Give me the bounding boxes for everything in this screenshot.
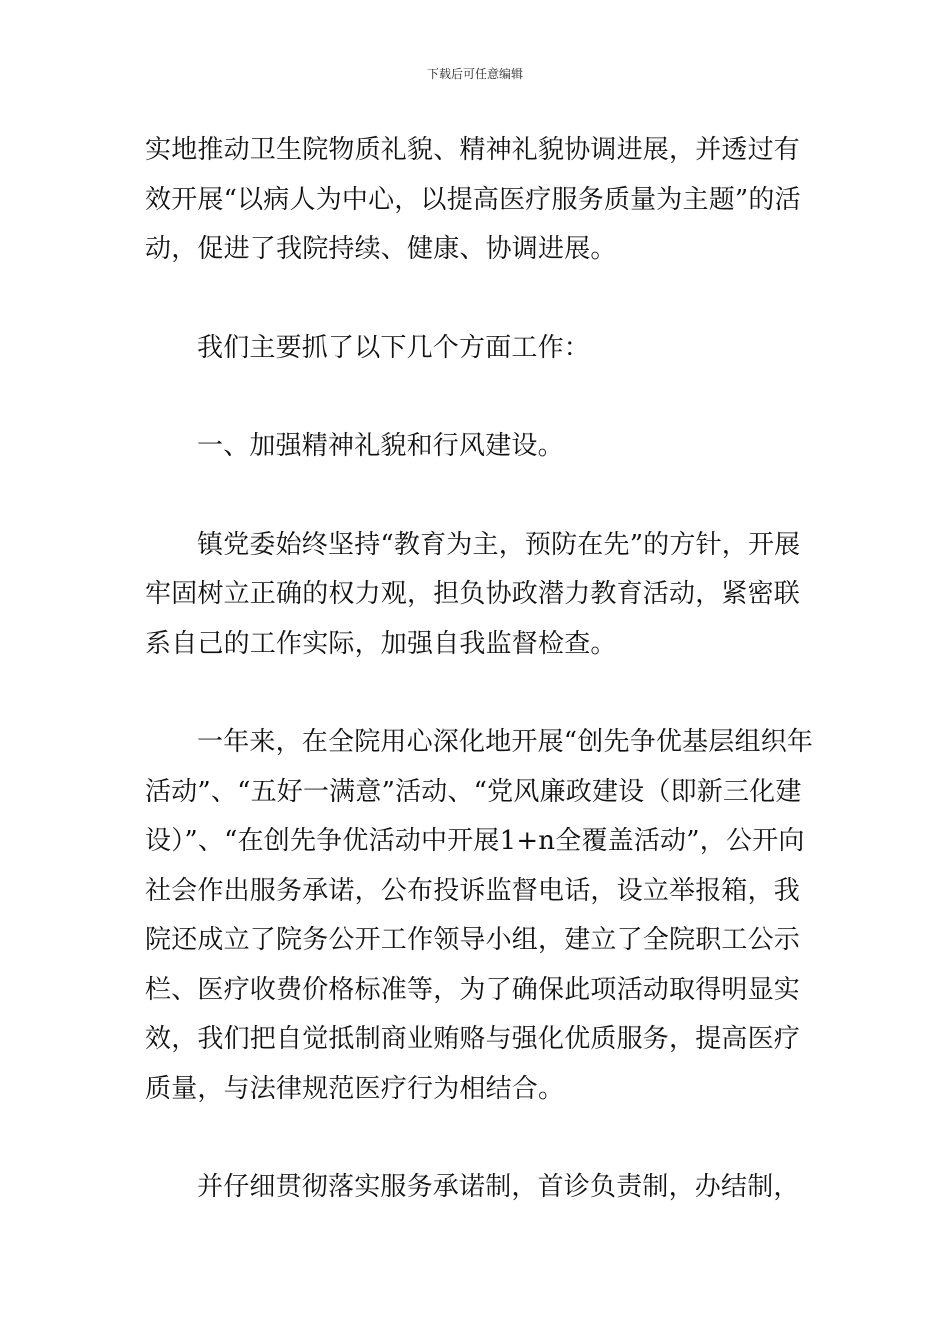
paragraph: 并仔细贯彻落实服务承诺制，首诊负责制，办结制， (197, 1172, 800, 1202)
paragraph: 镇党委始终坚持“教育为主，预防在先”的方针，开展牢固树立正确的权力观，担负协政潜力教育活动，紧密联系自己的工作实际，加强自我监督检查。 (145, 529, 801, 659)
section-heading: 一、加强精神礼貌和行风建设。 (197, 431, 564, 461)
paragraph: 实地推动卫生院物质礼貌、精神礼貌协调进展，并透过有效开展“以病人为中心，以提高医疗服务质量为主题”的活动，促进了我院持续、健康、协调进展。 (145, 135, 801, 264)
page-header: 下载后可任意编辑 (426, 67, 523, 81)
paragraph: 一年来，在全院用心深化地开展“创先争优基层组织年活动”、“五好一满意”活动、“党风廉政建设（即新三化建设）”、“在创先争优活动中开展1+n全覆盖活动”，公开向社会作出服务承诺，公布投诉监督电话，设立举报箱，我院还成立了院务公开工作领导小组，建立了全院职工公示栏、医疗收费价格标准等，为了确保此项活动取得明显实效，我们把自觉抵制商业贿赂与强化优质服务，提高医疗质量，与法律规范医疗行为相结合。 (145, 727, 814, 1104)
paragraph: 我们主要抓了以下几个方面工作： (197, 332, 591, 363)
document-body (145, 126, 815, 1213)
